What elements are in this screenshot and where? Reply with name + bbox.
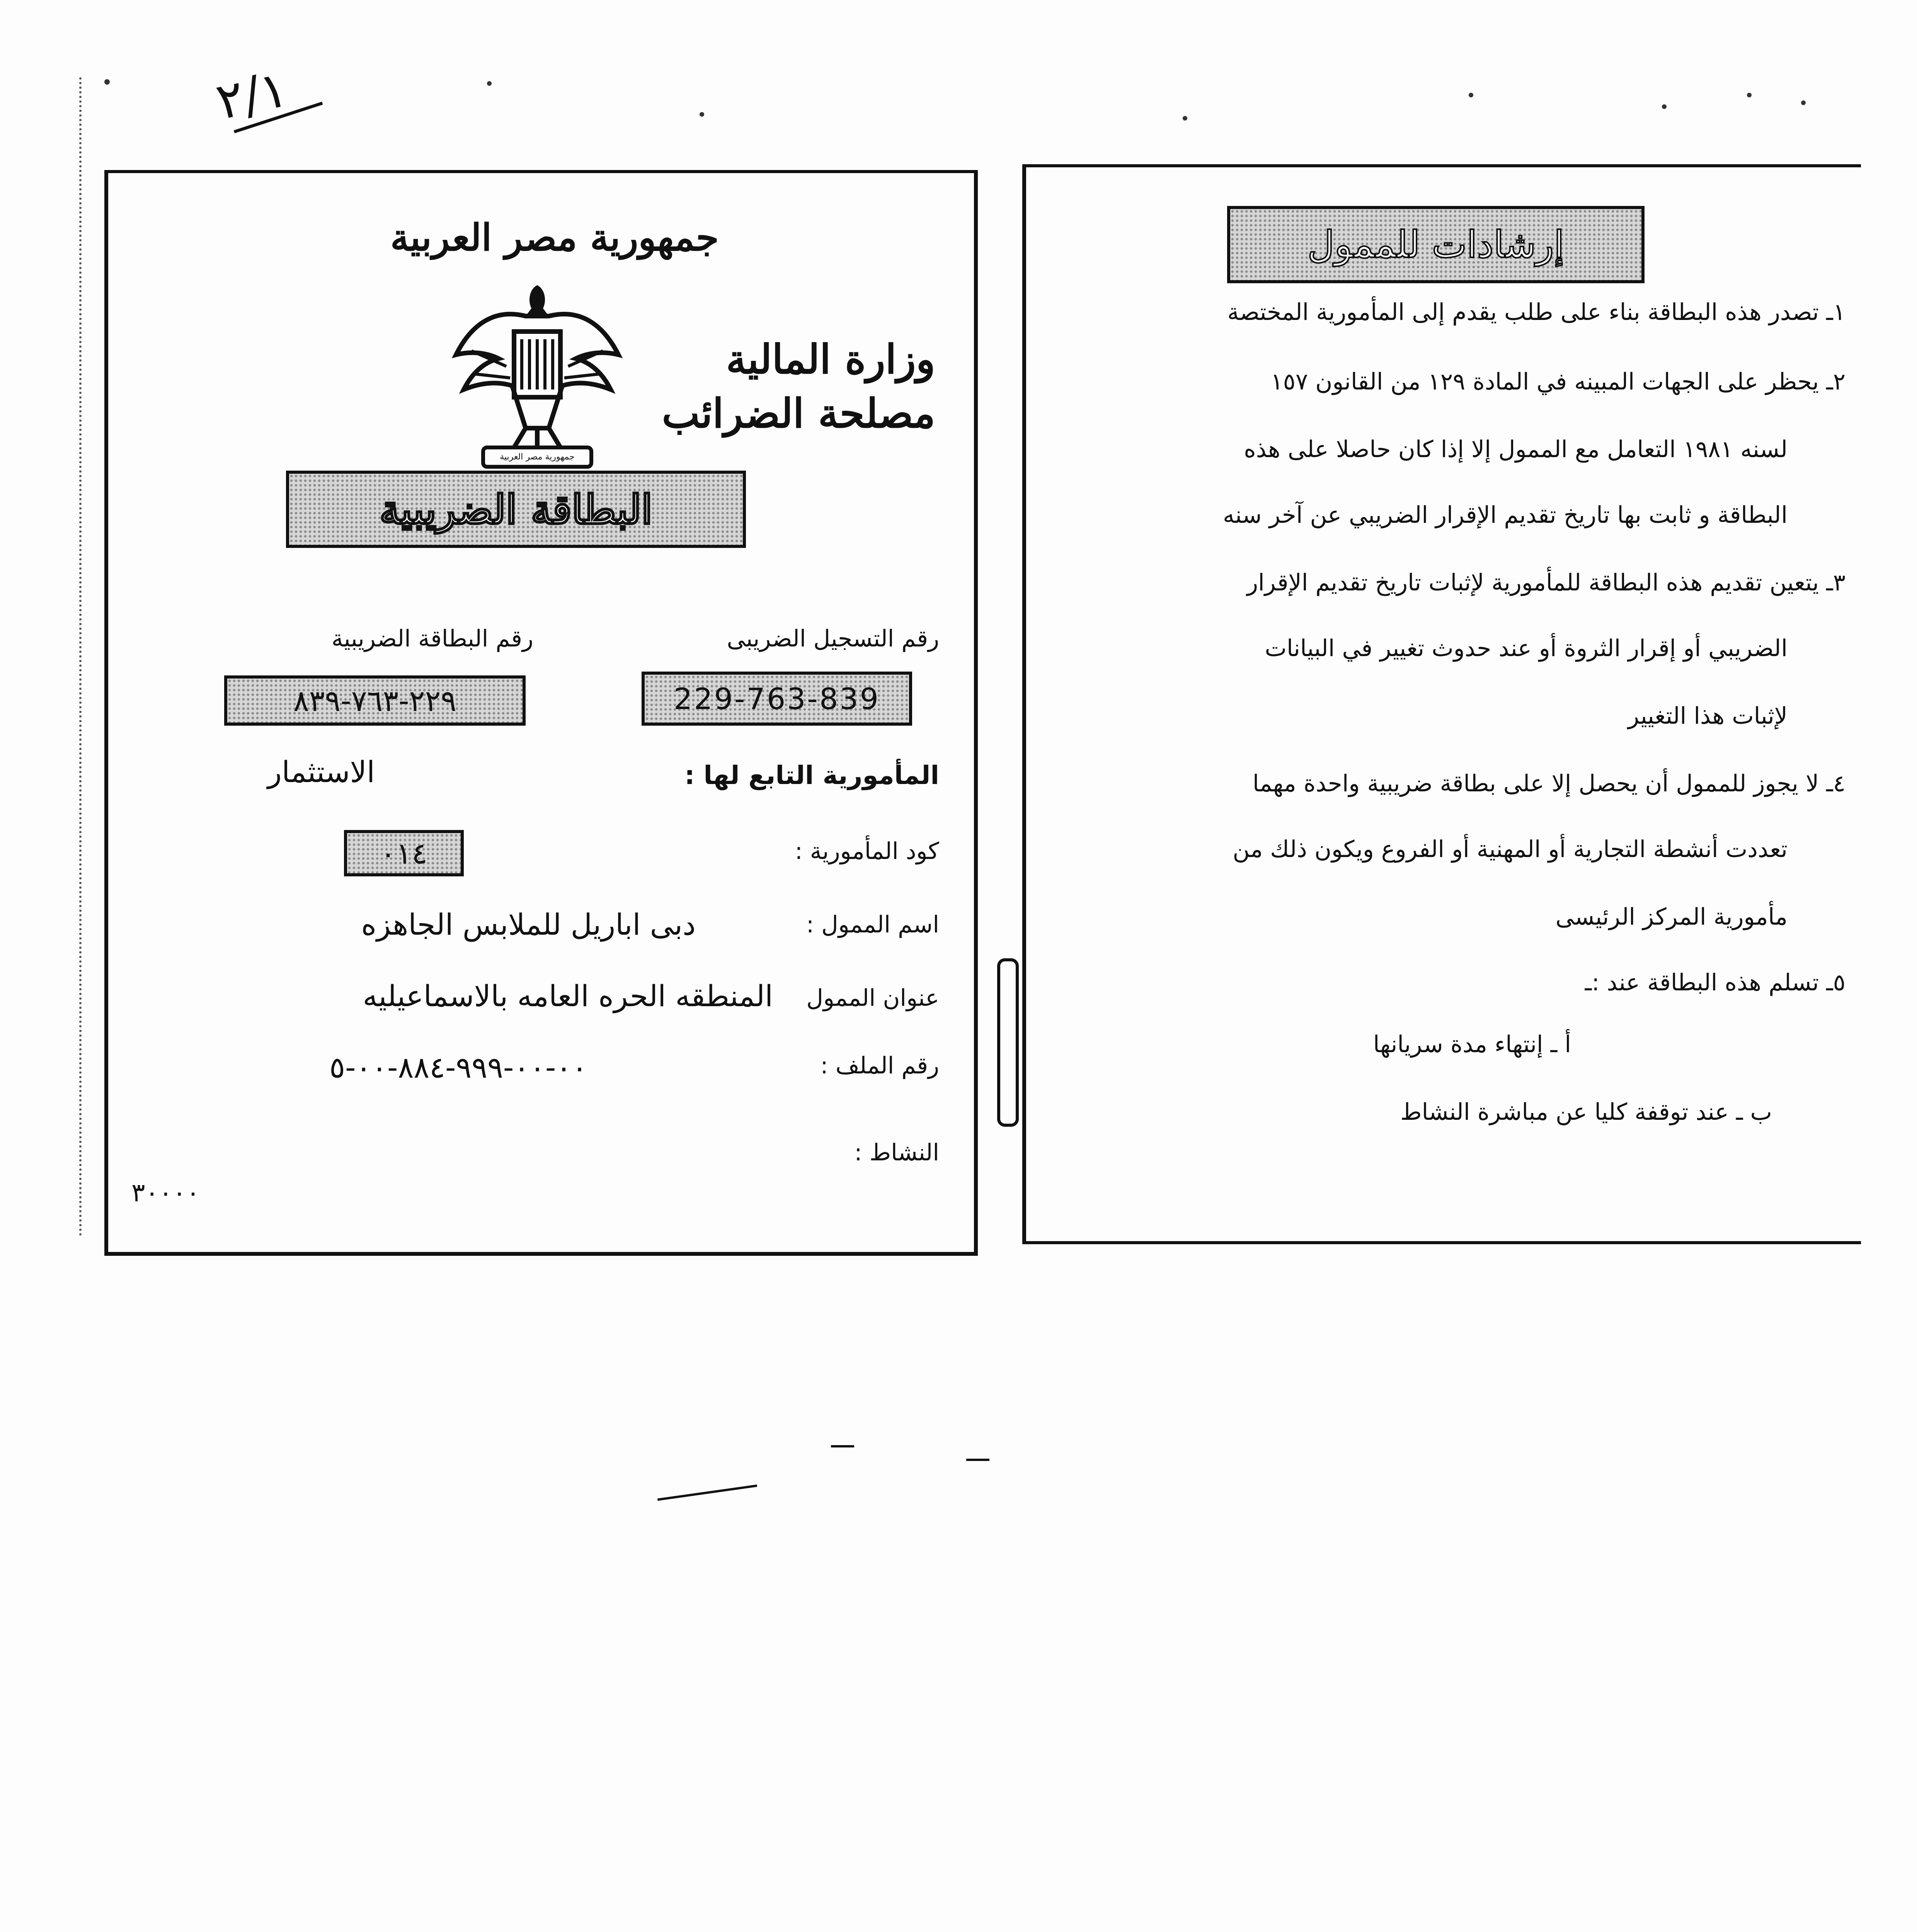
instruction-line-1: ١ـ تصدر هذه البطاقة بناء على طلب يقدم إلى المأمورية المختصة — [1227, 299, 1845, 326]
instruction-line-13: ب ـ عند توقفة كليا عن مباشرة النشاط — [1400, 1099, 1772, 1126]
scan-speck — [1747, 93, 1752, 97]
instruction-line-3: لسنه ١٩٨١ التعامل مع الممول إلا إذا كان حاصلا على هذه — [1244, 436, 1788, 463]
emblem-caption: جمهورية مصر العربية — [500, 452, 575, 462]
instruction-line-5: ٣ـ يتعين تقديم هذه البطاقة للمأمورية لإثبات تاريخ تقديم الإقرار — [1247, 569, 1845, 596]
instruction-line-7: لإثبات هذا التغيير — [1628, 702, 1788, 730]
office-label: المأمورية التابع لها : — [684, 760, 939, 790]
instructions-title: إرشادات للممول — [1307, 223, 1565, 266]
registration-value-box — [642, 672, 912, 726]
instruction-line-6: الضريبي أو إقرار الثروة أو عند حدوث تغيير في البيانات — [1265, 635, 1788, 662]
ministry-name: وزارة المالية — [726, 335, 935, 383]
scan-speck — [1662, 104, 1667, 109]
authority-name: مصلحة الضرائب — [662, 389, 935, 437]
instruction-line-8: ٤ـ لا يجوز للممول أن يحصل إلا على بطاقة ضريبية واحدة مهما — [1252, 770, 1845, 797]
file-number-value: ٠٠-٠٠-٩٩٩-٨٨٤-٠٠-٥ — [329, 1050, 587, 1085]
scan-speck — [1801, 100, 1806, 105]
instruction-line-4: البطاقة و ثابت بها تاريخ تقديم الإقرار الضريبي عن آخر سنه — [1222, 502, 1788, 529]
scan-speck — [1469, 93, 1473, 97]
card-number-value: ٢٢٩-٧٦٣-٨٣٩ — [293, 683, 457, 718]
scan-speck — [104, 79, 110, 85]
instructions-title-box — [1227, 206, 1645, 283]
scan-stroke — [657, 1485, 757, 1501]
card-title: البطاقة الضريبية — [379, 485, 653, 533]
file-number-label: رقم الملف : — [820, 1052, 939, 1079]
scan-speck — [700, 112, 704, 117]
address-label: عنوان الممول — [806, 985, 939, 1012]
scan-stroke — [966, 1459, 989, 1461]
instructions-panel — [1022, 164, 1861, 1244]
instruction-line-11: ٥ـ تسلم هذه البطاقة عند :ـ — [1585, 969, 1845, 996]
card-number-value-box — [224, 675, 526, 726]
instruction-line-12: أ ـ إنتهاء مدة سريانها — [1373, 1031, 1571, 1058]
registration-label: رقم التسجيل الضريبى — [727, 625, 939, 652]
office-code-box — [344, 830, 464, 876]
address-value: المنطقه الحره العامه بالاسماعيليه — [363, 979, 773, 1013]
office-code-value: ٠١٤ — [380, 836, 428, 871]
card-title-box — [286, 471, 746, 548]
instruction-line-10: مأمورية المركز الرئيسى — [1555, 903, 1788, 930]
office-value: الاستثمار — [267, 755, 375, 789]
card-number-label: رقم البطاقة الضريبية — [331, 625, 533, 652]
scan-stroke — [831, 1445, 854, 1447]
scan-speck — [487, 81, 492, 86]
country-name: جمهورية مصر العربية — [390, 216, 719, 259]
binding-bracket — [997, 958, 1019, 1127]
scan-speck — [1183, 116, 1187, 121]
instruction-line-9: تعددت أنشطة التجارية أو المهنية أو الفروع ويكون ذلك من — [1233, 836, 1788, 863]
eagle-emblem-icon — [448, 274, 626, 474]
tax-card-front — [104, 170, 978, 1256]
taxpayer-name-value: دبى اباريل للملابس الجاهزه — [361, 907, 696, 942]
taxpayer-name-label: اسم الممول : — [806, 911, 939, 938]
page-mark: ٢/١ — [211, 59, 293, 131]
activity-label: النشاط : — [854, 1139, 939, 1166]
footer-code: ٣٠٠٠٠ — [131, 1178, 200, 1208]
registration-value: 229-763-839 — [673, 681, 880, 716]
office-code-label: كود المأمورية : — [795, 838, 939, 865]
instruction-line-2: ٢ـ يحظر على الجهات المبينه في المادة ١٢٩ من القانون ١٥٧ — [1270, 368, 1845, 395]
scan-edge — [79, 77, 84, 1236]
